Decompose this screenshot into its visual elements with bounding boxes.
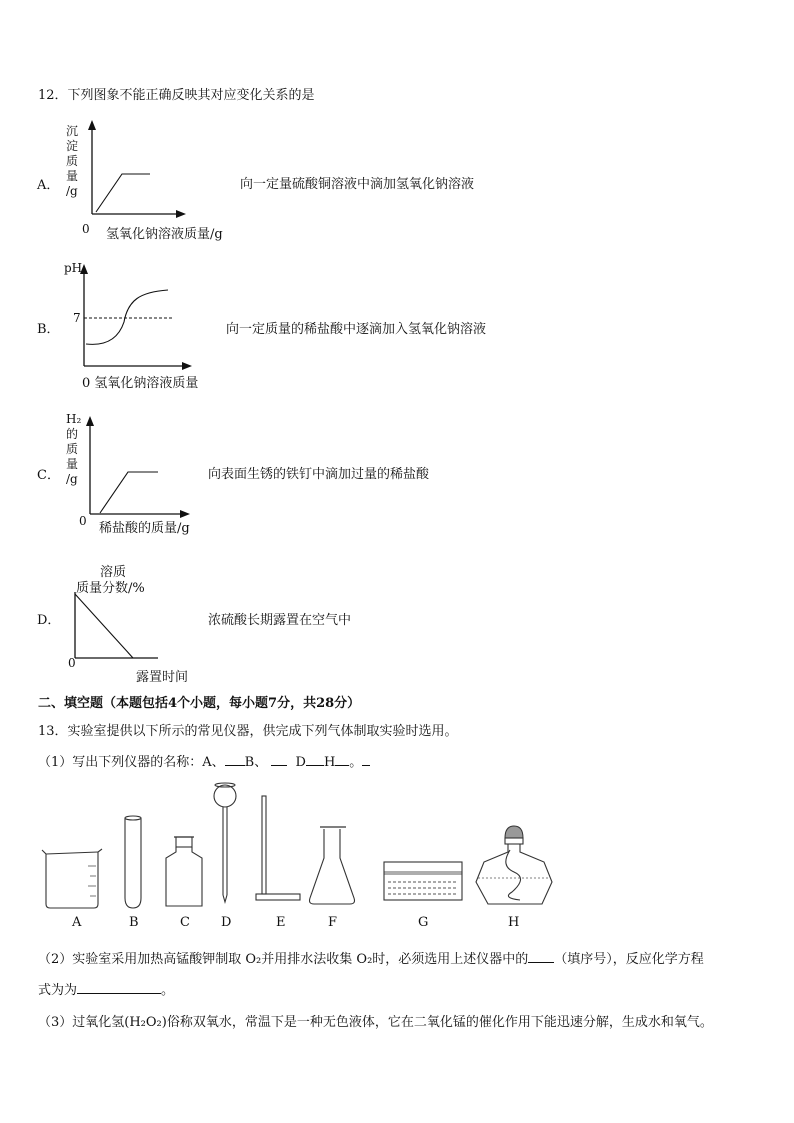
apparatus-label-f: F [328, 915, 338, 930]
option-c-x-label: 稀盐酸的质量/g [99, 521, 190, 536]
y-label-line: 量 [66, 169, 79, 183]
y-label-line: 量 [66, 457, 79, 471]
sub2-text-c: 式为为 [38, 983, 78, 998]
sub1-b: B、 [244, 755, 268, 770]
option-d-description: 浓硫酸长期露置在空气中 [208, 613, 352, 628]
option-d-y-label-2: 质量分数/% [76, 581, 145, 596]
option-b-origin: 0 [82, 376, 91, 391]
iron-stand-icon [256, 796, 300, 900]
apparatus-label-c: C [180, 915, 190, 930]
option-c-description: 向表面生锈的铁钉中滴加过量的稀盐酸 [208, 467, 430, 482]
test-tube-icon [125, 816, 141, 908]
apparatus-label-a: A [72, 915, 82, 930]
y-label-line: /g [66, 472, 78, 486]
conical-flask-icon [310, 827, 355, 904]
option-b-tick-7: 7 [73, 311, 81, 325]
y-label-line: 质 [66, 442, 79, 456]
sub2-text-d: 。 [161, 983, 175, 998]
y-label-line: 沉 [66, 124, 79, 138]
question-12-title: 12．下列图象不能正确反映其对应变化关系的是 [38, 88, 315, 103]
y-label-line: 的 [66, 427, 79, 441]
question-13-sub3: （3）过氧化氢(H₂O₂)俗称双氧水，常温下是一种无色液体，它在二氧化锰的催化作用下能迅速分解，生成水和氧气。 [38, 1015, 713, 1030]
y-label-line: H₂ [66, 412, 82, 426]
section-2-heading: 二、填空题（本题包括4个小题，每小题7分，共28分） [38, 696, 361, 711]
sub1-h: H [323, 755, 336, 770]
option-a-letter: A． [37, 178, 60, 193]
option-c-origin: 0 [79, 514, 87, 528]
blank-apparatus[interactable] [528, 950, 554, 963]
apparatus-label-d: D [221, 915, 232, 930]
alcohol-lamp-icon [476, 826, 552, 904]
y-label-line: 质 [66, 154, 79, 168]
option-b-y-label: pH [64, 261, 83, 275]
y-label-line: /g [66, 184, 78, 198]
sub1-d: D [295, 755, 306, 770]
option-d-origin: 0 [68, 656, 76, 670]
option-b-letter: B． [37, 322, 60, 337]
sub2-text-b: （填序号），反应化学方程 [554, 952, 704, 967]
blank-equation[interactable] [77, 981, 161, 994]
apparatus-label-b: B [129, 915, 139, 930]
sub1-text: （1）写出下列仪器的名称：A、 [38, 755, 225, 770]
option-d-x-label: 露置时间 [136, 670, 189, 685]
question-13-stem: 13．实验室提供以下所示的常见仪器，供完成下列气体制取实验时选用。 [38, 724, 458, 739]
option-d-y-label-1: 溶质 [100, 565, 127, 580]
sub2-text-a: （2）实验室采用加热高锰酸钾制取 O₂并用排水法收集 O₂时，必须选用上述仪器中的 [38, 952, 529, 967]
y-label-line: 淀 [66, 139, 79, 153]
beaker-icon [42, 849, 102, 908]
option-c-letter: C． [37, 468, 60, 483]
option-a-origin: 0 [82, 222, 90, 236]
reagent-bottle-icon [166, 837, 202, 906]
option-a-x-label: 氢氧化钠溶液质量/g [106, 227, 223, 242]
question-13-sub2-line1 [38, 948, 704, 967]
question-13-sub2-line2 [38, 979, 174, 998]
water-trough-icon [384, 862, 462, 900]
apparatus-label-g: G [418, 915, 429, 930]
option-b-x-text: 氢氧化钠溶液质量 [94, 376, 199, 391]
apparatus-label-e: E [276, 915, 286, 930]
option-b-description: 向一定质量的稀盐酸中逐滴加入氢氧化钠溶液 [226, 322, 487, 337]
option-d-letter: D． [37, 613, 61, 628]
apparatus-label-h: H [508, 915, 520, 930]
thistle-funnel-icon [214, 783, 236, 902]
sub1-end: 。 [349, 755, 363, 770]
option-a-description: 向一定量硫酸铜溶液中滴加氢氧化钠溶液 [240, 177, 475, 192]
